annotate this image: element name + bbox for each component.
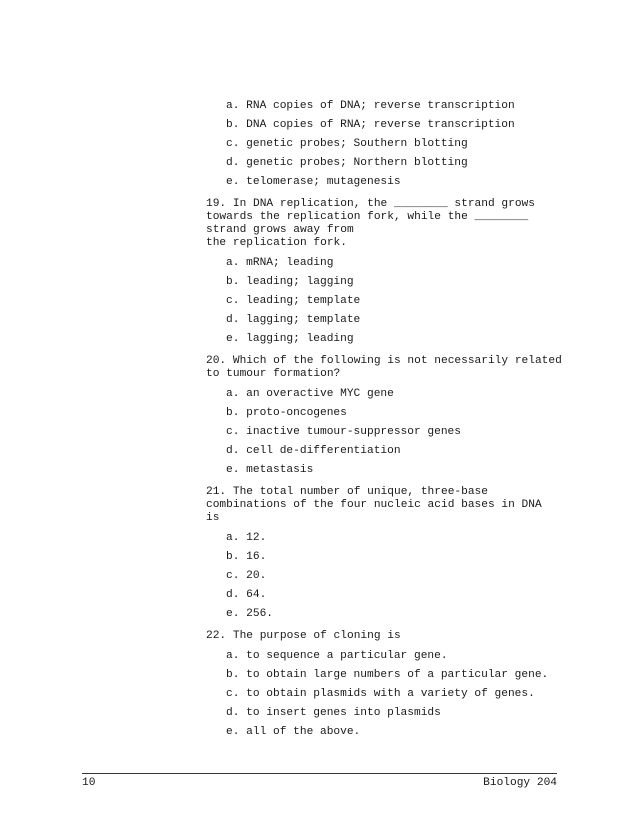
option: c. 20. xyxy=(226,570,267,582)
stem-line: towards the replication fork, while the ________ xyxy=(206,211,529,223)
question-stem xyxy=(206,630,566,643)
question-22 xyxy=(206,630,566,740)
option: d. 64. xyxy=(226,589,267,601)
stem-line: 20. Which of the following is not necessarily related xyxy=(206,355,562,367)
stem-line: 19. In DNA replication, the ________ strand grows xyxy=(206,198,535,210)
option: e. lagging; leading xyxy=(226,333,354,345)
question-21 xyxy=(206,486,566,622)
option: d. to insert genes into plasmids xyxy=(226,707,441,719)
option: b. 16. xyxy=(226,551,267,563)
option: a. RNA copies of DNA; reverse transcription xyxy=(226,100,515,112)
option: b. DNA copies of RNA; reverse transcription xyxy=(226,119,515,131)
question-column xyxy=(206,99,566,744)
option: b. proto-oncogenes xyxy=(226,407,347,419)
question-20 xyxy=(206,355,566,478)
page-number: 10 xyxy=(82,777,96,789)
stem-line: 21. The total number of unique, three-base xyxy=(206,486,488,498)
question-stem xyxy=(206,486,566,525)
question-19 xyxy=(206,198,566,347)
stem-line: 22. The purpose of cloning is xyxy=(206,630,401,642)
option: e. metastasis xyxy=(226,464,314,476)
question-stem xyxy=(206,198,566,250)
course-name: Biology 204 xyxy=(483,777,557,789)
option: a. 12. xyxy=(226,532,267,544)
prev-question-options xyxy=(206,99,566,190)
option: a. to sequence a particular gene. xyxy=(226,650,448,662)
option: d. cell de-differentiation xyxy=(226,445,401,457)
option: d. lagging; template xyxy=(226,314,361,326)
question-stem xyxy=(206,355,566,381)
option: d. genetic probes; Northern blotting xyxy=(226,157,468,169)
option: c. to obtain plasmids with a variety of genes. xyxy=(226,688,535,700)
option: e. telomerase; mutagenesis xyxy=(226,176,401,188)
stem-line: combinations of the four nucleic acid bases in DNA xyxy=(206,499,542,511)
option: a. mRNA; leading xyxy=(226,257,334,269)
option: c. genetic probes; Southern blotting xyxy=(226,138,468,150)
option: c. leading; template xyxy=(226,295,361,307)
option: c. inactive tumour-suppressor genes xyxy=(226,426,461,438)
option: e. all of the above. xyxy=(226,726,361,738)
stem-line: the replication fork. xyxy=(206,237,347,249)
option: a. an overactive MYC gene xyxy=(226,388,394,400)
option: b. leading; lagging xyxy=(226,276,354,288)
stem-line: to tumour formation? xyxy=(206,368,341,380)
stem-line: strand grows away from xyxy=(206,224,354,236)
stem-line: is xyxy=(206,512,220,524)
option: e. 256. xyxy=(226,608,273,620)
option: b. to obtain large numbers of a particular gene. xyxy=(226,669,549,681)
footer-divider xyxy=(82,773,557,774)
